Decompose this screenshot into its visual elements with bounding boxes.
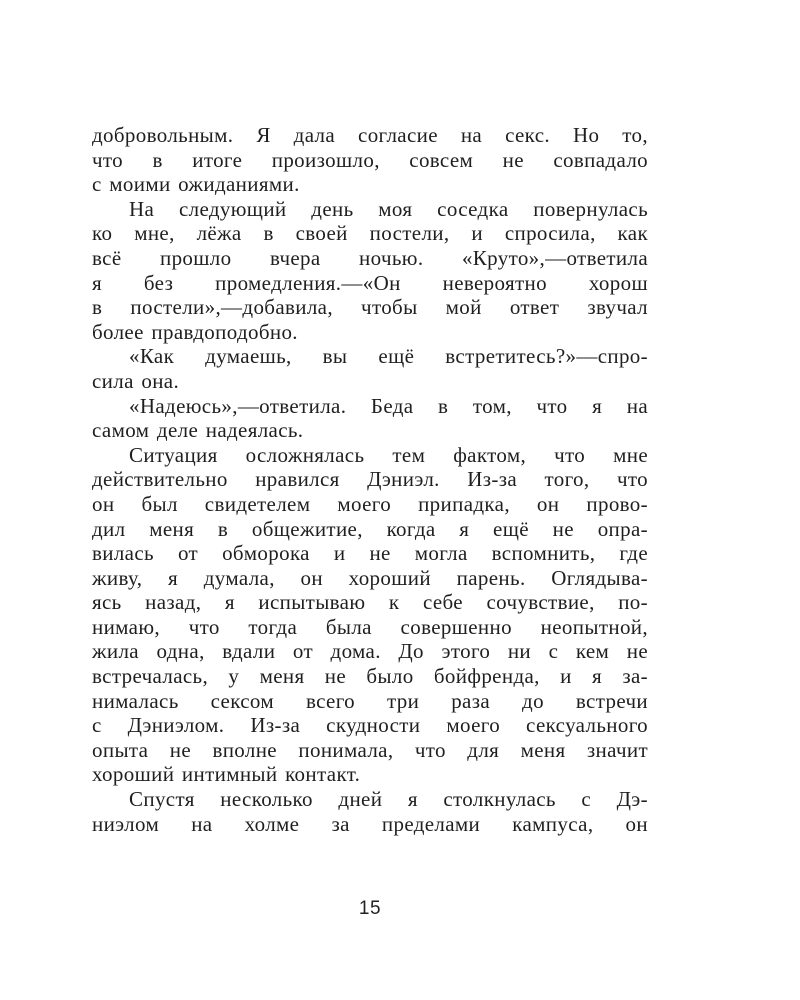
text-line: я без промедления.—«Он невероятно хорош (92, 270, 648, 295)
text-line: Ситуация осложнялась тем фактом, что мне (129, 442, 648, 467)
paragraph-6 (92, 787, 648, 836)
text-line: с моими ожиданиями. (92, 172, 300, 197)
text-line: что в итоге произошло, совсем не совпадало (92, 147, 648, 172)
text-line: действительно нравился Дэниэл. Из-за того, что (92, 467, 648, 492)
text-line: самом деле надеялась. (92, 418, 304, 443)
paragraph-4 (92, 394, 648, 443)
text-line: опыта не вполне понимала, что для меня значит (92, 737, 648, 762)
paragraph-1 (92, 123, 648, 197)
text-line: жила одна, вдали от дома. До этого ни с кем не (92, 639, 648, 664)
text-line: хороший интимный контакт. (92, 762, 361, 787)
text-line: в постели»,—добавила, чтобы мой ответ звучал (92, 295, 648, 320)
text-line: нималась сексом всего три раза до встречи (92, 688, 648, 713)
text-line: с Дэниэлом. Из-за скудности моего сексуального (92, 713, 648, 738)
text-line: нимаю, что тогда была совершенно неопытной, (92, 614, 648, 639)
paragraph-2 (92, 197, 648, 345)
text-line: добровольным. Я дала согласие на секс. Но то, (92, 123, 648, 147)
text-line: «Как думаешь, вы ещё встретитесь?»—спро- (129, 344, 648, 369)
text-line: всё прошло вчера ночью. «Круто»,—ответила (92, 245, 648, 270)
text-line: сила она. (92, 368, 180, 393)
text-line: ясь назад, я испытываю к себе сочувствие, по- (92, 590, 648, 615)
text-line: На следующий день моя соседка повернулась (129, 196, 648, 221)
text-line: он был свидетелем моего припадка, он прово- (92, 491, 648, 516)
text-line: дил меня в общежитие, когда я ещё не опра- (92, 516, 648, 541)
text-line: ниэлом на холме за пределами кампуса, он (92, 811, 648, 836)
text-line: ко мне, лёжа в своей постели, и спросила, как (92, 221, 648, 246)
text-line: более правдоподобно. (92, 319, 298, 344)
page-body (92, 123, 648, 836)
text-line: встречалась, у меня не было бойфренда, и я за- (92, 664, 648, 689)
text-line: Спустя несколько дней я столкнулась с Дэ- (129, 787, 648, 812)
text-line: вилась от обморока и не могла вспомнить, где (92, 541, 648, 566)
text-line: живу, я думала, он хороший парень. Оглядыва- (92, 565, 648, 590)
page-number: 15 (358, 898, 382, 919)
paragraph-5 (92, 443, 648, 787)
paragraph-3 (92, 344, 648, 393)
text-line: «Надеюсь»,—ответила. Беда в том, что я на (129, 393, 648, 418)
